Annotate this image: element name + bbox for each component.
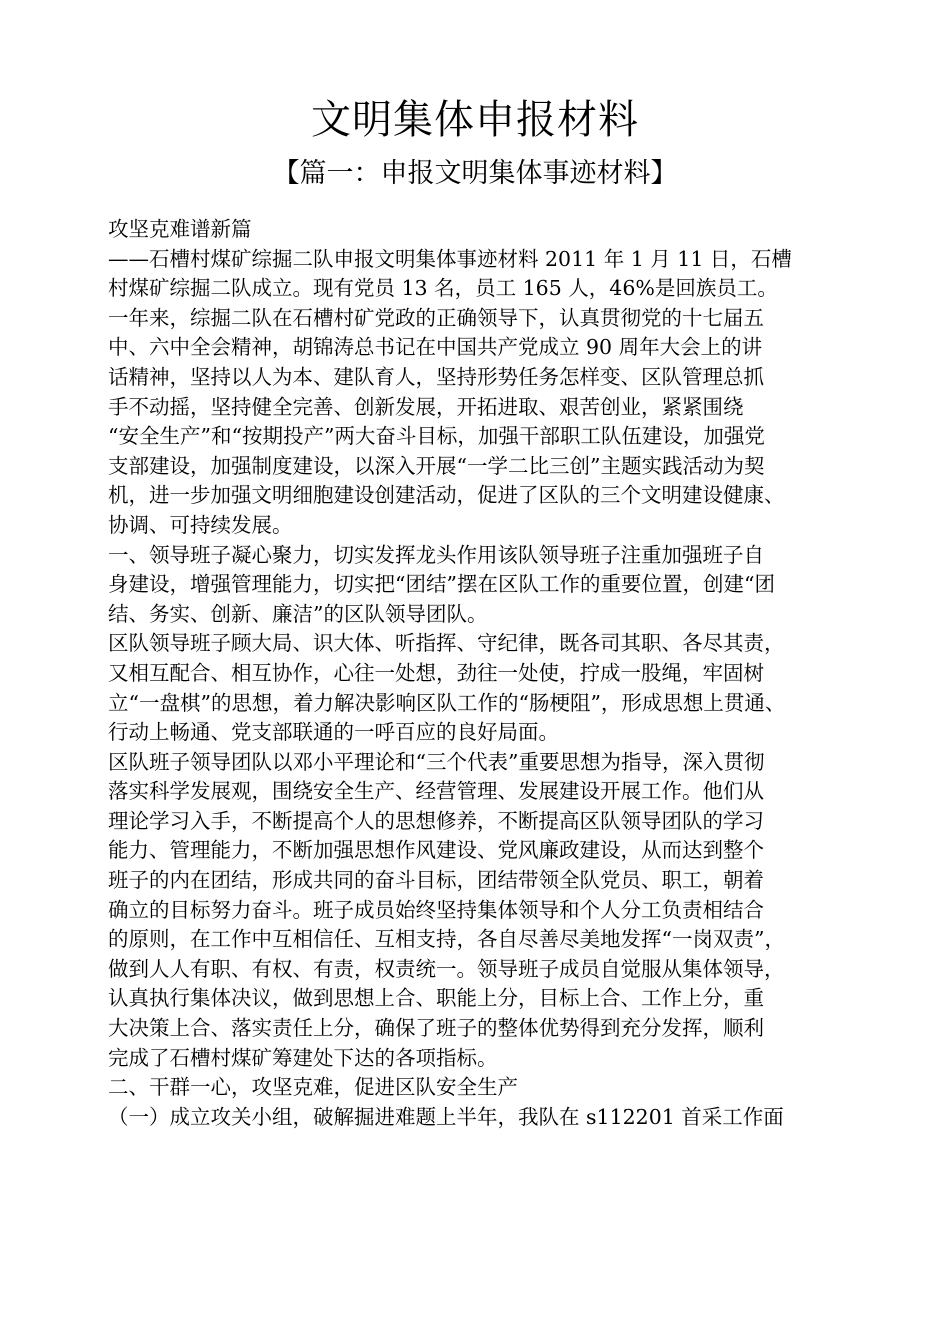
body-line: 能力、管理能力，不断加强思想作风建设、党风廉政建设，从而达到整个: [108, 838, 764, 863]
body-line: 班子的内在团结，形成共同的奋斗目标，团结带领全队党员、职工，朝着: [108, 868, 764, 893]
body-line: 落实科学发展观，围绕安全生产、经营管理、发展建设开展工作。他们从: [108, 779, 764, 804]
body-line: 的原则，在工作中互相信任、互相支持，各自尽善尽美地发挥“一岗双责”，: [108, 927, 785, 952]
document-body: [108, 215, 868, 1132]
body-line: 认真执行集体决议，做到思想上合、职能上分，目标上合、工作上分，重: [108, 986, 764, 1011]
body-line: 大决策上合、落实责任上分，确保了班子的整体优势得到充分发挥，顺利: [108, 1016, 764, 1041]
body-line: 支部建设，加强制度建设，以深入开展“一学二比三创”主题实践活动为契: [108, 453, 765, 478]
body-line: 结、务实、创新、廉洁”的区队领导团队。: [108, 601, 488, 626]
body-line: 一、领导班子凝心聚力，切实发挥龙头作用该队领导班子注重加强班子自: [108, 542, 764, 567]
body-line: 一年来，综掘二队在石槽村矿党政的正确领导下，认真贯彻党的十七届五: [108, 305, 764, 330]
document-title: 文明集体申报材料: [311, 97, 639, 143]
body-line: ——石槽村煤矿综掘二队申报文明集体事迹材料 2011 年 1 月 11 日，石槽: [108, 246, 792, 271]
body-line: 完成了石槽村煤矿筹建处下达的各项指标。: [108, 1045, 498, 1070]
body-line: 做到人人有职、有权、有责，权责统一。领导班子成员自觉服从集体领导，: [108, 956, 785, 981]
body-line: 又相互配合、相互协作，心往一处想，劲往一处使，拧成一股绳，牢固树: [108, 660, 764, 685]
body-line: 攻坚克难谱新篇: [108, 217, 252, 241]
body-line: 手不动摇，坚持健全完善、创新发展，开拓进取、艰苦创业，紧紧围绕: [108, 394, 744, 419]
body-line: 确立的目标努力奋斗。班子成员始终坚持集体领导和个人分工负责相结合: [108, 897, 764, 922]
body-line: 中、六中全会精神，胡锦涛总书记在中国共产党成立 90 周年大会上的讲: [108, 335, 763, 360]
body-line: 行动上畅通、党支部联通的一呼百应的良好局面。: [108, 720, 559, 745]
body-line: 立“一盘棋”的思想，着力解决影响区队工作的“肠梗阻”，形成思想上贯通、: [108, 690, 786, 715]
document-subtitle: 【篇一：申报文明集体事迹材料】: [272, 158, 678, 189]
body-line: “安全生产”和“按期投产”两大奋斗目标，加强干部职工队伍建设，加强党: [108, 424, 765, 449]
body-line: 话精神，坚持以人为本、建队育人，坚持形势任务怎样变、区队管理总抓: [108, 364, 764, 389]
body-line: 身建设，增强管理能力，切实把“团结”摆在区队工作的重要位置，创建“团: [108, 572, 775, 597]
body-line: 区队领导班子顾大局、识大体、听指挥、守纪律，既各司其职、各尽其责，: [108, 631, 785, 656]
body-line: 机，进一步加强文明细胞建设创建活动，促进了区队的三个文明建设健康、: [108, 483, 785, 508]
body-line: 协调、可持续发展。: [108, 512, 293, 537]
body-line: 区队班子领导团队以邓小平理论和“三个代表”重要思想为指导，深入贯彻: [108, 749, 765, 774]
body-line: 理论学习入手，不断提高个人的思想修养，不断提高区队领导团队的学习: [108, 808, 764, 833]
body-line: （一）成立攻关小组，破解掘进难题上半年，我队在 s112201 首采工作面: [108, 1104, 784, 1129]
body-line: 二、干群一心，攻坚克难，促进区队安全生产: [108, 1075, 518, 1100]
body-line: 村煤矿综掘二队成立。现有党员 13 名，员工 165 人，46%是回族员工。: [108, 276, 778, 301]
